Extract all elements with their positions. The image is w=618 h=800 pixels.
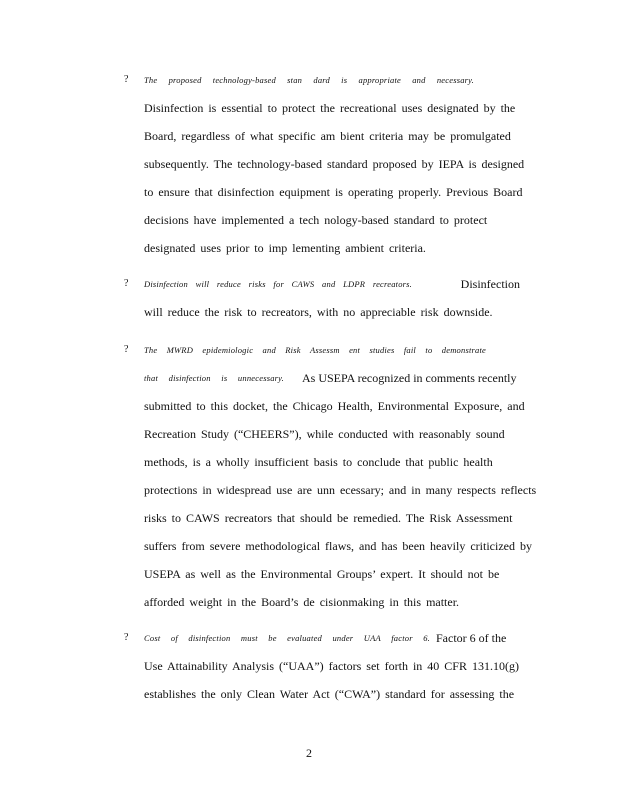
- text-line: submitted to this docket, the Chicago Health, Environmental Exposure, and: [144, 399, 525, 413]
- list-item-body: [144, 336, 537, 616]
- text-line: establishes the only Clean Water Act (“CWA”) standard for assessing the: [144, 687, 515, 701]
- list-item-body: [144, 270, 520, 326]
- text-line: subsequently. The technology-based standard proposed by IEPA is designed: [144, 157, 525, 171]
- page-number: 2: [306, 746, 312, 760]
- heading-continuation: Factor 6 of the: [436, 631, 507, 645]
- text-line: designated uses prior to imp lementing ambient criteria.: [144, 241, 426, 255]
- bullet-glyph: ?: [124, 74, 129, 85]
- text-line: Recreation Study (“CHEERS”), while conducted with reasonably sound: [144, 427, 505, 441]
- text-line: risks to CAWS recreators that should be remedied. The Risk Assessment: [144, 511, 513, 525]
- heading-continuation: As USEPA recognized in comments recently: [302, 371, 517, 385]
- text-line: USEPA as well as the Environmental Groups’ expert. It should not be: [144, 567, 500, 581]
- item-heading: The proposed technology-based stan dard is appropriate and necessary.: [144, 75, 474, 85]
- text-line: protections in widespread use are unn ecessary; and in many respects reflects: [144, 483, 537, 497]
- bullet-glyph: ?: [124, 344, 129, 355]
- list-item-body: [144, 624, 520, 708]
- item-heading: Disinfection will reduce risks for CAWS and LDPR recreators.: [144, 279, 412, 289]
- text-line: suffers from severe methodological flaws, and has been heavily criticized by: [144, 539, 532, 553]
- bullet-glyph: ?: [124, 278, 129, 289]
- item-heading: The MWRD epidemiologic and Risk Assessm ent studies fail to demonstrate: [144, 345, 486, 355]
- item-heading-line: [144, 270, 520, 298]
- text-line: will reduce the risk to recreators, with no appreciable risk downside.: [144, 305, 493, 319]
- text-line: methods, is a wholly insufficient basis to conclude that public health: [144, 455, 493, 469]
- list-item-body: [144, 66, 525, 262]
- item-heading: Cost of disinfection must be evaluated under UAA factor 6.: [144, 633, 430, 643]
- item-heading-continuation: that disinfection is unnecessary.: [144, 373, 284, 383]
- heading-continuation: Disinfection: [460, 277, 520, 291]
- text-line: decisions have implemented a tech nology-based standard to protect: [144, 213, 488, 227]
- text-line: Board, regardless of what specific am bient criteria may be promulgated: [144, 129, 511, 143]
- text-line: Use Attainability Analysis (“UAA”) factors set forth in 40 CFR 131.10(g): [144, 659, 519, 673]
- item-heading-line: [144, 624, 506, 652]
- text-line: Disinfection is essential to protect the recreational uses designated by the: [144, 101, 516, 115]
- text-line: to ensure that disinfection equipment is operating properly. Previous Board: [144, 185, 523, 199]
- text-line: afforded weight in the Board’s de cisionmaking in this matter.: [144, 595, 460, 609]
- bullet-glyph: ?: [124, 632, 129, 643]
- item-heading-line: [144, 364, 516, 392]
